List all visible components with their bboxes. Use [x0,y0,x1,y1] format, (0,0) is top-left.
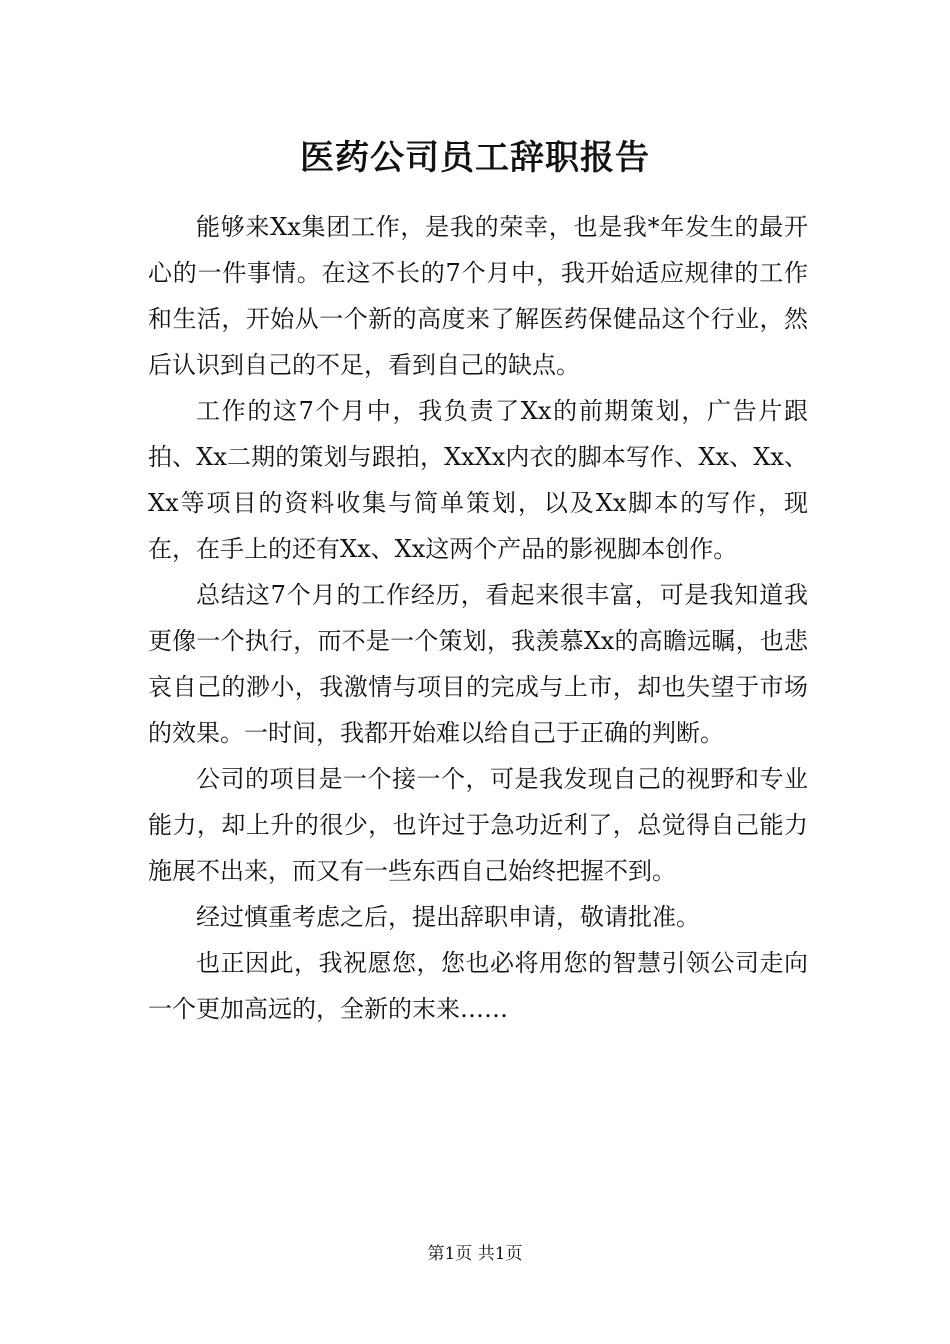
document-title: 医药公司员工辞职报告 [300,138,650,178]
page-number-footer: 第1页 共1页 [427,1244,523,1264]
paragraph-6: 也正因此，我祝愿您，您也必将用您的智慧引领公司走向一个更加高远的，全新的末来…… [148,949,808,1023]
paragraph-2: 工作的这7个月中，我负责了Xx的前期策划，广告片跟拍、Xx二期的策划与跟拍，XxXx内衣的脚本写作、Xx、Xx、Xx等项目的资料收集与简单策划，以及Xx脚本的写作，现在，在手上的还有Xx、Xx这两个产品的影视脚本创作。 [148,397,808,563]
paragraph-5: 经过慎重考虑之后，提出辞职申请，敬请批准。 [196,903,700,931]
paragraph-4: 公司的项目是一个接一个，可是我发现自己的视野和专业能力，却上升的很少，也许过于急功近利了，总觉得自己能力施展不出来，而又有一些东西自己始终把握不到。 [148,765,808,885]
document-body [148,204,808,1032]
paragraph-1: 能够来Xx集团工作，是我的荣幸，也是我*年发生的最开心的一件事情。在这不长的7个月中，我开始适应规律的工作和生活，开始从一个新的高度来了解医药保健品这个行业，然后认识到自己的不足，看到自己的缺点。 [148,213,808,379]
paragraph-3: 总结这7个月的工作经历，看起来很丰富，可是我知道我更像一个执行，而不是一个策划，我羡慕Xx的高瞻远瞩，也悲哀自己的渺小，我激情与项目的完成与上市，却也失望于市场的效果。一时间，我都开始难以给自己于正确的判断。 [148,581,808,747]
